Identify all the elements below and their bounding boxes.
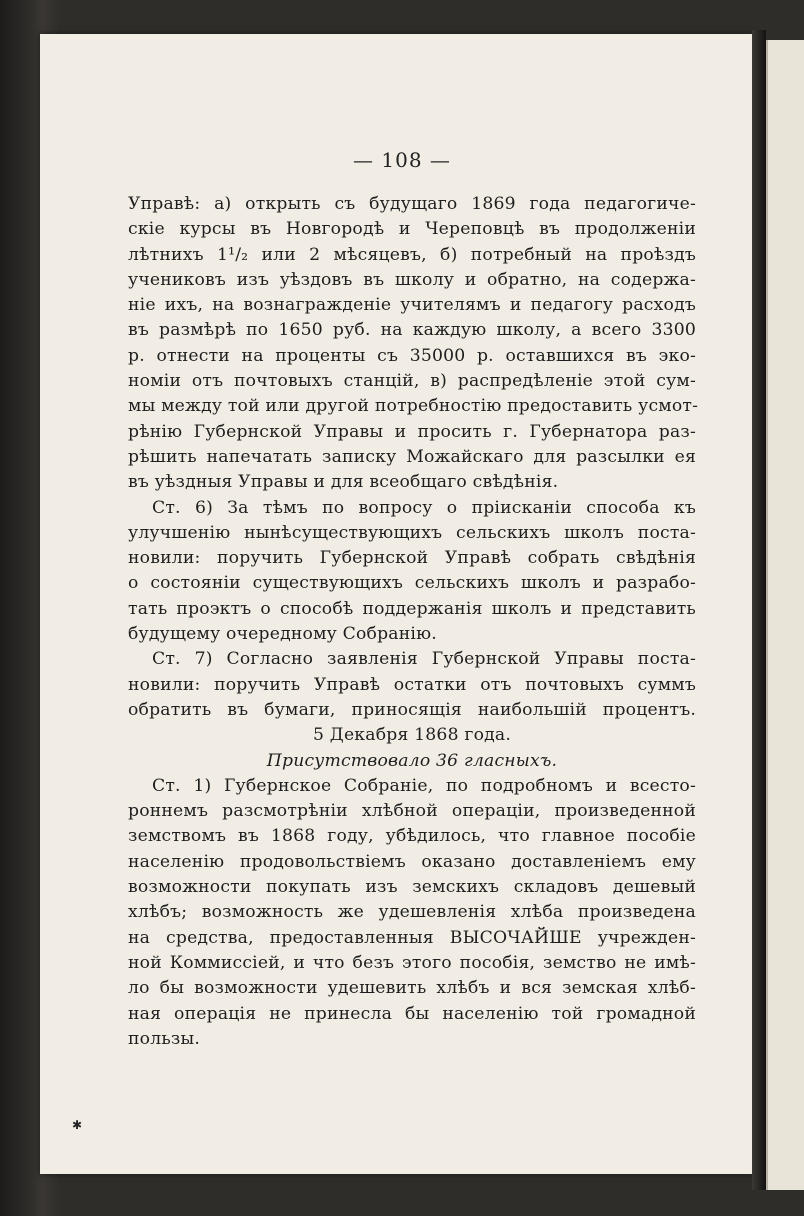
text-line: рѣшить напечатать записку Можайскаго для разсылки ея	[128, 446, 696, 467]
gutter-shadow	[752, 30, 766, 1190]
text-line: новили: поручить Губернской Управѣ собрать свѣдѣнія	[128, 548, 696, 569]
text-line: на средства, предоставленныя ВЫСОЧАЙШЕ учрежден-	[128, 927, 696, 948]
text-line: въ уѣздныя Управы и для всеобщаго свѣдѣнія.	[128, 472, 559, 493]
text-line: Ст. 1) Губернское Собраніе, по подробномъ и всесто-	[152, 775, 696, 796]
text-line: пользы.	[128, 1028, 200, 1049]
adjacent-page-edge	[766, 40, 804, 1190]
text-line: ной Коммиссіей, и что безъ этого пособія, земство не имѣ-	[128, 952, 696, 973]
text-line: ная операція не принесла бы населенію той громадной	[128, 1003, 696, 1024]
text-line: ніе ихъ, на вознагражденіе учителямъ и педагогу расходъ	[128, 295, 696, 316]
text-line: роннемъ разсмотрѣніи хлѣбной операціи, произведенной	[128, 801, 696, 822]
text-line: о состояніи существующихъ сельскихъ школъ и разрабо-	[128, 573, 696, 594]
body-text	[128, 192, 699, 1052]
text-line: Ст. 6) За тѣмъ по вопросу о пріисканіи способа къ	[152, 497, 696, 518]
text-line: въ размѣрѣ по 1650 руб. на каждую школу, а всего 3300	[128, 320, 696, 341]
printer-mark-icon: ✱	[72, 1118, 83, 1132]
attendance-heading: Присутствовало 36 гласныхъ.	[266, 750, 558, 771]
text-line: номіи отъ почтовыхъ станцій, в) распредѣленіе этой сум-	[128, 371, 696, 392]
text-line: новили: поручить Управѣ остатки отъ почтовыхъ суммъ	[128, 674, 696, 695]
text-line: земствомъ въ 1868 году, убѣдилось, что главное пособіе	[128, 826, 696, 847]
text-line: обратить въ бумаги, приносящія наибольшій процентъ.	[128, 699, 696, 720]
text-line: будущему очередному Собранію.	[128, 624, 437, 645]
date-heading: 5 Декабря 1868 года.	[312, 725, 512, 746]
page-number: — 108 —	[353, 148, 451, 172]
text-line: ло бы возможности удешевить хлѣбъ и вся земская хлѣб-	[128, 978, 696, 999]
text-line: тать проэктъ о способѣ поддержанія школъ и представить	[128, 598, 696, 619]
text-line: Ст. 7) Согласно заявленія Губернской Управы постa-	[152, 649, 696, 670]
text-line: мы между той или другой потребностію предоставить усмот-	[128, 396, 699, 417]
text-line: населенію продовольствіемъ оказано доставленіемъ ему	[128, 851, 696, 872]
text-line: р. отнести на проценты съ 35000 р. оставшихся въ эко-	[128, 345, 696, 366]
text-line: лѣтнихъ 1¹/₂ или 2 мѣсяцевъ, б) потребный на проѣздъ	[128, 244, 696, 265]
text-line: улучшенію нынѣсуществующихъ сельскихъ школъ постa-	[128, 522, 696, 543]
text-line: хлѣбъ; возможность же удешевленія хлѣба произведена	[128, 902, 696, 923]
text-line: учениковъ изъ уѣздовъ въ школу и обратно, на содержа-	[128, 269, 696, 290]
text-line: скіе курсы въ Новгородѣ и Череповцѣ въ продолженіи	[128, 219, 696, 240]
text-line: рѣнію Губернской Управы и просить г. Губернатора раз-	[128, 421, 696, 442]
text-line: Управѣ: а) открыть съ будущаго 1869 года педагогиче-	[128, 194, 696, 214]
text-line: возможности покупать изъ земскихъ складовъ дешевый	[128, 877, 696, 898]
